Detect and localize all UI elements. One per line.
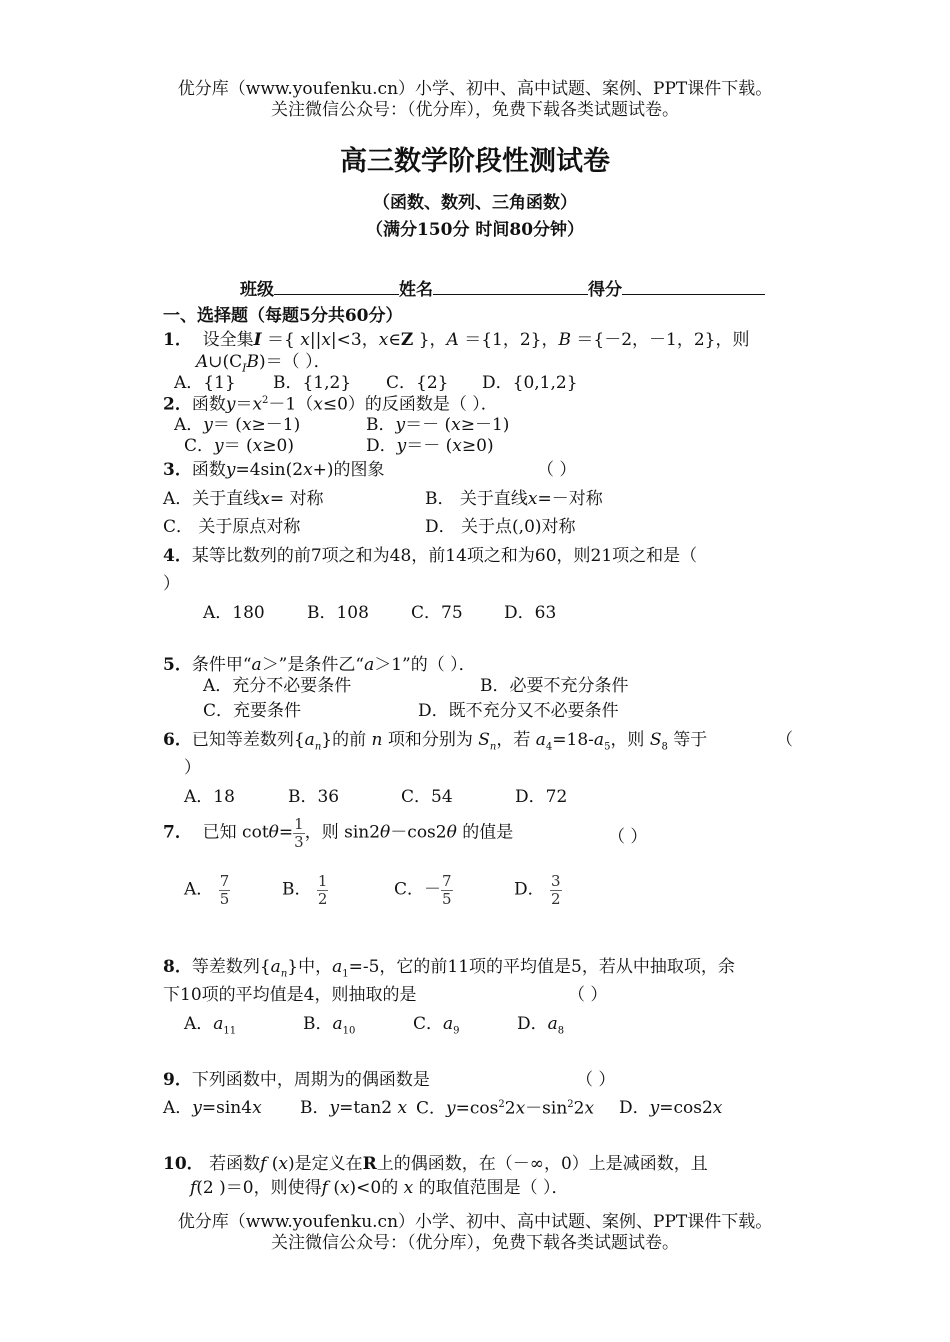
q8-answer-paren: （ ）: [568, 985, 608, 1005]
q6-option-b[interactable]: B．36: [288, 787, 340, 807]
page-title: 高三数学阶段性测试卷: [340, 146, 610, 177]
q9-option-b[interactable]: B．y=tan2 x: [300, 1098, 408, 1118]
q4-option-b[interactable]: B．108: [307, 603, 369, 623]
q7-option-a[interactable]: A． $\frac{7}{5}$: [184, 872, 230, 908]
q2-option-a[interactable]: A．y＝ (x≥－1): [174, 415, 301, 435]
q3-option-c[interactable]: C． 关于原点对称: [163, 517, 301, 537]
q2-option-d[interactable]: D．y＝－ (x≥0): [366, 436, 494, 456]
footer-line-2: 关注微信公众号：（优分库），免费下载各类试题试卷。: [271, 1233, 679, 1253]
q2-option-c[interactable]: C．y＝ (x≥0): [184, 436, 294, 456]
question-1: 1． 设全集I ＝{ x||x|<3，x∈Z }，A ＝{1，2}，B ＝{－2，－1，2}，则: [163, 330, 750, 350]
question-1-cont: $A\cup(C_IB)=$（ ）．: [196, 352, 331, 375]
question-4: 4．某等比数列的前7项之和为48，前14项之和为60，则21项之和是（: [163, 546, 698, 566]
q3-option-a[interactable]: A．关于直线x= 对称: [163, 489, 324, 509]
question-8-cont: 下10项的平均值是4，则抽取的是: [163, 985, 417, 1005]
q4-option-d[interactable]: D．63: [504, 603, 557, 623]
header-line-2: 关注微信公众号：（优分库），免费下载各类试题试卷。: [271, 100, 679, 120]
question-5: 5．条件甲“a＞”是条件乙“a＞1”的（ ）．: [163, 655, 476, 675]
score-field[interactable]: [622, 278, 765, 295]
question-8: 8．等差数列$\{a_n\}$中，$a_1=-5$，它的前11项的平均值是5，若从中抽取项，余: [163, 957, 735, 980]
question-10-cont: f(2 )＝0，则使得f (x)<0的 x 的取值范围是（ ）．: [190, 1178, 569, 1198]
q8-option-d[interactable]: D．$a_8$: [517, 1014, 565, 1037]
q8-option-a[interactable]: A．$a_{11}$: [184, 1014, 237, 1037]
class-label: 班级: [240, 280, 274, 300]
q5-option-d[interactable]: D．既不充分又不必要条件: [418, 701, 619, 721]
name-field[interactable]: [433, 278, 588, 295]
q7-fraction: $\frac{1}{3}$: [294, 815, 304, 851]
question-3: 3．函数y=4sin(2x+)的图象: [163, 460, 385, 480]
question-6: 6．已知等差数列$\{a_n\}$的前 n 项和分别为 $S_n$，若 $a_4=18-a_5$，则 $S_8$ 等于: [163, 730, 708, 753]
q6-paren-close: ）: [184, 758, 201, 778]
q7-option-d[interactable]: D． $\frac{3}{2}$: [514, 872, 561, 908]
q8-option-b[interactable]: B．$a_{10}$: [303, 1014, 356, 1037]
q4-option-a[interactable]: A．180: [203, 603, 265, 623]
header-line-1: 优分库（www.youfenku.cn）小学、初中、高中试题、案例、PPT课件下载。: [177, 79, 773, 99]
q6-option-a[interactable]: A．18: [184, 787, 235, 807]
question-7: 7． 已知 cotθ= $\frac{1}{3}$ ，则 sin2θ－cos2θ 的值是: [163, 815, 514, 851]
q9-option-a[interactable]: A．y=sin4x: [163, 1098, 262, 1118]
q7-option-b[interactable]: B． $\frac{1}{2}$: [282, 872, 328, 908]
subtitle-score-time: （满分150分 时间80分钟）: [365, 220, 585, 240]
q1-option-b[interactable]: B．{1,2}: [273, 373, 352, 393]
subtitle-topics: （函数、数列、三角函数）: [373, 193, 577, 213]
q2-option-b[interactable]: B．y＝－ (x≥－1): [366, 415, 510, 435]
q9-option-c[interactable]: C．$y=\cos^22x-\sin^22x$: [416, 1098, 595, 1119]
name-label: 姓名: [399, 280, 433, 300]
q1-option-c[interactable]: C．{2}: [386, 373, 449, 393]
q3-option-b[interactable]: B． 关于直线x=－对称: [425, 489, 603, 509]
q8-option-c[interactable]: C．$a_9$: [413, 1014, 460, 1037]
q6-option-c[interactable]: C．54: [401, 787, 453, 807]
footer-line-1: 优分库（www.youfenku.cn）小学、初中、高中试题、案例、PPT课件下载。: [177, 1212, 773, 1232]
q5-option-c[interactable]: C．充要条件: [203, 701, 302, 721]
question-9: 9．下列函数中，周期为的偶函数是: [163, 1070, 430, 1090]
q9-answer-paren: （ ）: [576, 1070, 616, 1090]
student-info-line: [240, 278, 765, 301]
q7-option-c[interactable]: C．－ $\frac{7}{5}$: [394, 872, 452, 908]
q1-option-d[interactable]: D．{0,1,2}: [482, 373, 578, 393]
question-2: 2．函数$y=x^2-1(x\le 0)$的反函数是（ ）．: [163, 394, 498, 415]
q6-option-d[interactable]: D．72: [515, 787, 568, 807]
q3-option-d[interactable]: D． 关于点(,0)对称: [425, 517, 576, 537]
question-10: 10． 若函数f (x)是定义在R上的偶函数，在（－∞，0）上是减函数，且: [163, 1154, 708, 1174]
q1-option-a[interactable]: A．{1}: [174, 373, 236, 393]
class-field[interactable]: [274, 278, 399, 295]
section-multiple-choice: 一、选择题（每题5分共60分）: [163, 306, 403, 326]
q7-answer-paren: （ ）: [608, 827, 648, 847]
score-label: 得分: [588, 280, 622, 300]
q9-option-d[interactable]: D．y=cos2x: [619, 1098, 723, 1118]
q5-option-a[interactable]: A．充分不必要条件: [203, 676, 352, 696]
q6-paren-open: （: [776, 730, 793, 750]
q5-option-b[interactable]: B．必要不充分条件: [480, 676, 629, 696]
question-4-cont: ）: [163, 574, 180, 594]
q4-option-c[interactable]: C．75: [411, 603, 463, 623]
q3-answer-paren: （ ）: [537, 460, 577, 480]
